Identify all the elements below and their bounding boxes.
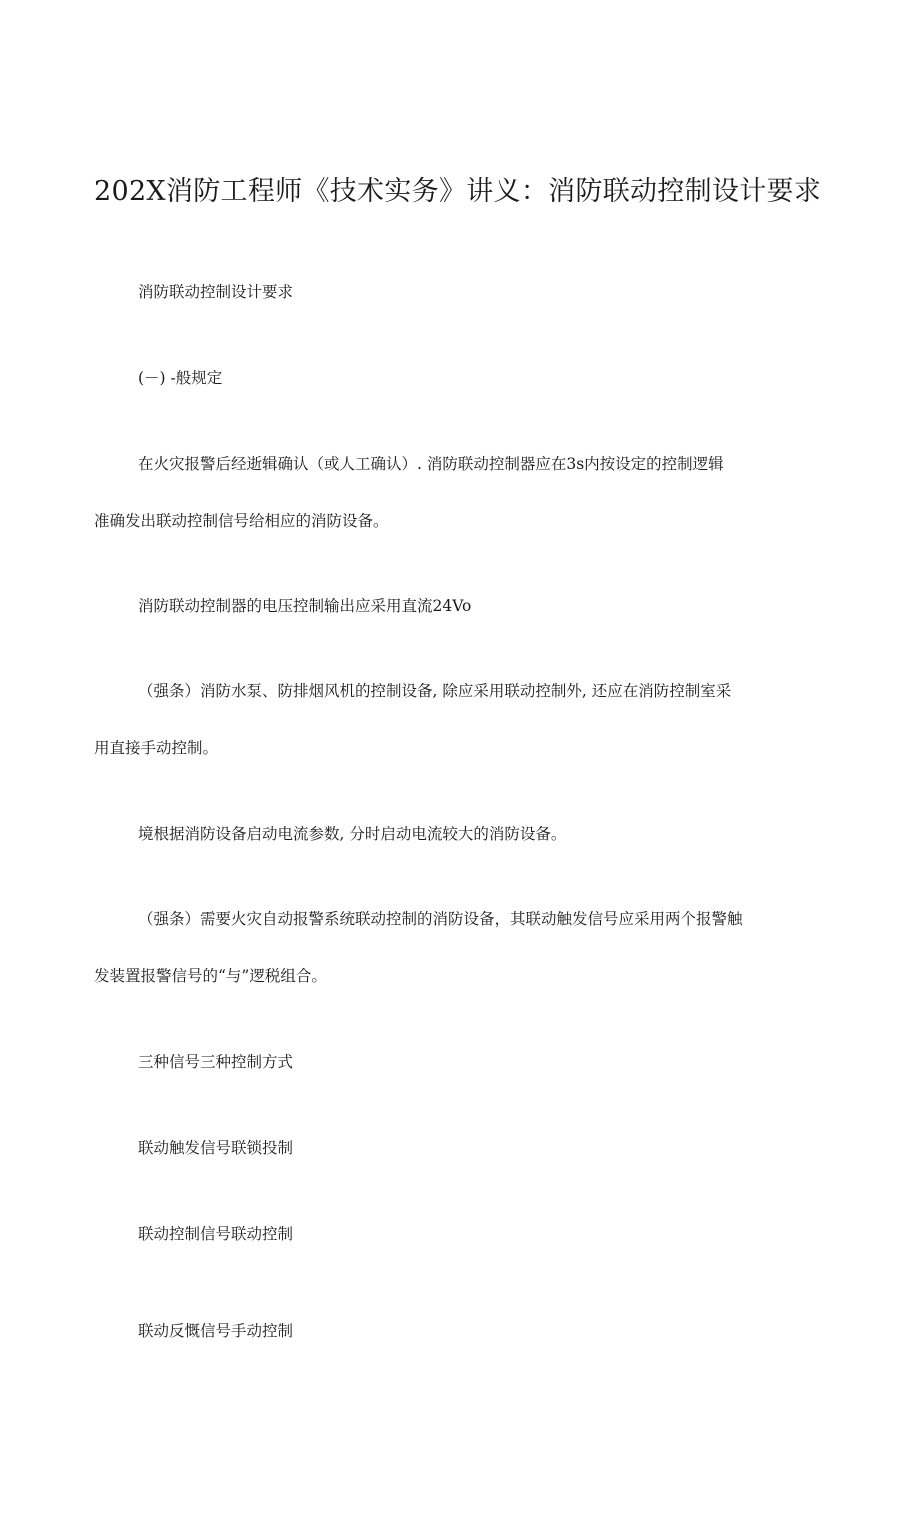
paragraph-line: 消防联动控制器的电压控制输出应采用直流24Vo — [138, 597, 472, 615]
paragraph-line: 境根据消防设备启动电流参数, 分时启动电流较大的消防设备。 — [138, 825, 567, 843]
document-title: 202X消防工程师《技术实务》讲义：消防联动控制设计要求 — [94, 176, 822, 207]
paragraph-line: （强条）需要火灾自动报警系统联动控制的消防设备，其联动触发信号应采用两个报警触 — [138, 910, 743, 928]
list-item: 联动触发信号联锁投制 — [138, 1139, 294, 1157]
list-heading: 三种信号三种控制方式 — [138, 1053, 294, 1071]
paragraph-line: 准确发出联动控制信号给相应的消防设备。 — [94, 512, 389, 530]
subsection-heading: (－) -般规定 — [138, 369, 223, 387]
paragraph-line: 用直接手动控制。 — [94, 739, 219, 757]
list-item: 联动反慨信号手动控制 — [138, 1322, 294, 1340]
list-item: 联动控制信号联动控制 — [138, 1225, 294, 1243]
paragraph-line: 发装置报警信号的“与”逻税组合。 — [94, 967, 327, 985]
paragraph-line: 在火灾报警后经逝辑确认（或人工确认）. 消防联动控制器应在3s内按设定的控制逻辑 — [138, 455, 724, 473]
section-heading: 消防联动控制设计要求 — [138, 283, 294, 301]
paragraph-line: （强条）消防水泵、防排烟风机的控制设备, 除应采用联动控制外, 还应在消防控制室采 — [138, 682, 732, 700]
